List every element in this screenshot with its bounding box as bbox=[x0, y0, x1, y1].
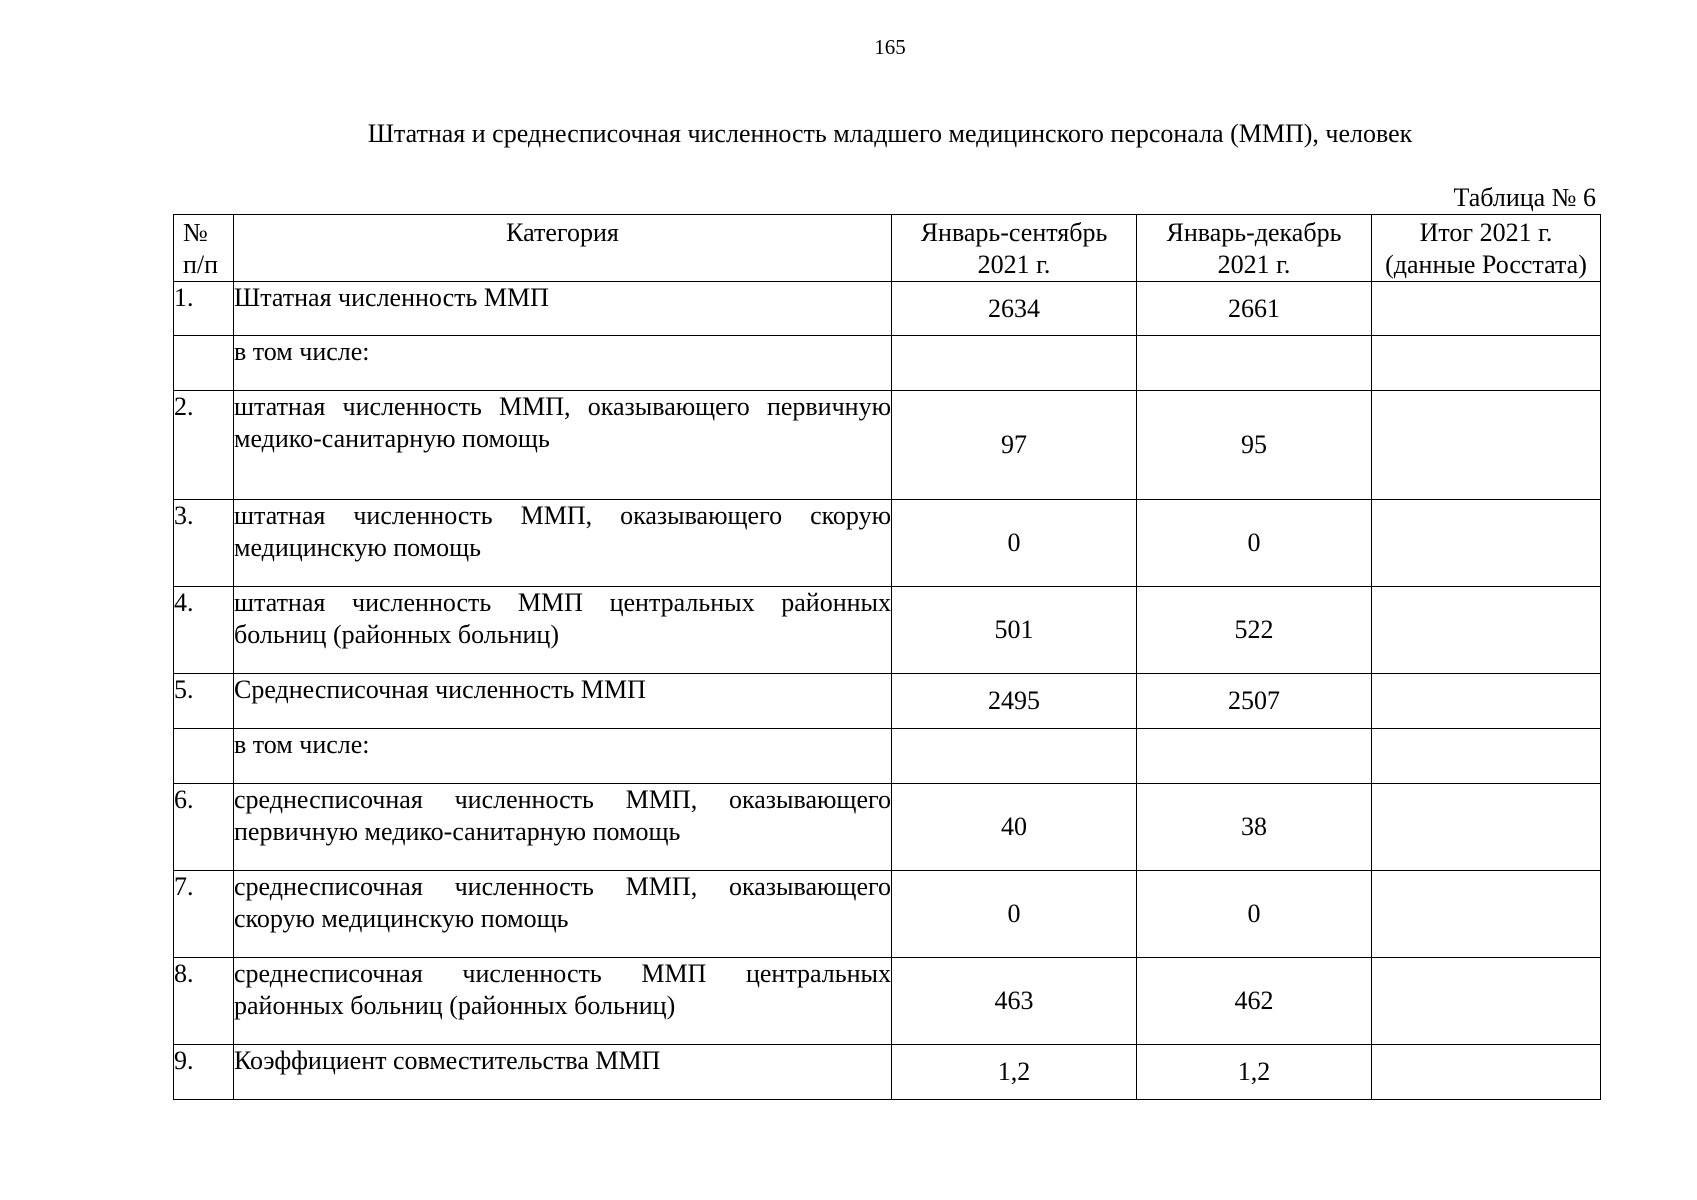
value-jan-dec: 0 bbox=[1137, 500, 1372, 587]
value-jan-sep bbox=[892, 729, 1137, 784]
value-total bbox=[1372, 391, 1601, 500]
table-row bbox=[174, 336, 1601, 391]
staff-table bbox=[173, 214, 1601, 1100]
value-total bbox=[1372, 500, 1601, 587]
row-category: Коэффициент совместительства ММП bbox=[234, 1045, 892, 1100]
table-row bbox=[174, 1045, 1601, 1100]
table-row bbox=[174, 282, 1601, 336]
value-jan-dec bbox=[1137, 729, 1372, 784]
table-row bbox=[174, 674, 1601, 729]
value-jan-sep: 40 bbox=[892, 784, 1137, 871]
value-jan-sep bbox=[892, 336, 1137, 391]
value-jan-sep: 0 bbox=[892, 500, 1137, 587]
value-jan-sep: 2634 bbox=[892, 282, 1137, 336]
table-header-row bbox=[174, 215, 1601, 282]
value-jan-sep: 501 bbox=[892, 587, 1137, 674]
row-number: 8. bbox=[174, 958, 234, 1045]
value-total bbox=[1372, 784, 1601, 871]
value-jan-dec bbox=[1137, 336, 1372, 391]
table-row bbox=[174, 958, 1601, 1045]
value-jan-dec: 0 bbox=[1137, 871, 1372, 958]
row-number: 1. bbox=[174, 282, 234, 336]
row-number: 9. bbox=[174, 1045, 234, 1100]
row-number: 4. bbox=[174, 587, 234, 674]
header-jan-sep bbox=[892, 215, 1137, 282]
header-total bbox=[1372, 215, 1601, 282]
header-total-line2: (данные Росстата) bbox=[1385, 250, 1587, 279]
value-jan-sep: 2495 bbox=[892, 674, 1137, 729]
header-category bbox=[234, 215, 892, 282]
value-total bbox=[1372, 674, 1601, 729]
header-jan-sep-line2: 2021 г. bbox=[977, 250, 1051, 279]
row-number: 6. bbox=[174, 784, 234, 871]
page-number: 165 bbox=[874, 35, 906, 59]
header-num-line1: № bbox=[183, 218, 208, 247]
table-caption: Таблица № 6 bbox=[1453, 183, 1596, 212]
row-category: среднесписочная численность ММП, оказывающего скорую медицинскую помощь bbox=[234, 871, 892, 958]
row-category: Среднесписочная численность ММП bbox=[234, 674, 892, 729]
table-row bbox=[174, 784, 1601, 871]
row-category: в том числе: bbox=[234, 729, 892, 784]
row-category: штатная численность ММП, оказывающего первичную медико-санитарную помощь bbox=[234, 391, 892, 500]
value-jan-dec: 95 bbox=[1137, 391, 1372, 500]
row-category: штатная численность ММП центральных районных больниц (районных больниц) bbox=[234, 587, 892, 674]
table-row bbox=[174, 391, 1601, 500]
value-jan-sep: 1,2 bbox=[892, 1045, 1137, 1100]
value-jan-sep: 0 bbox=[892, 871, 1137, 958]
row-number: 3. bbox=[174, 500, 234, 587]
table-row bbox=[174, 587, 1601, 674]
value-jan-dec: 1,2 bbox=[1137, 1045, 1372, 1100]
row-number: 7. bbox=[174, 871, 234, 958]
row-category: штатная численность ММП, оказывающего скорую медицинскую помощь bbox=[234, 500, 892, 587]
header-total-line1: Итог 2021 г. bbox=[1419, 218, 1553, 247]
value-jan-dec: 522 bbox=[1137, 587, 1372, 674]
value-total bbox=[1372, 336, 1601, 391]
row-number bbox=[174, 729, 234, 784]
row-category: среднесписочная численность ММП, оказывающего первичную медико-санитарную помощь bbox=[234, 784, 892, 871]
table-row bbox=[174, 729, 1601, 784]
header-jan-dec-line1: Январь-декабрь bbox=[1166, 218, 1342, 247]
value-jan-dec: 2507 bbox=[1137, 674, 1372, 729]
row-category: среднесписочная численность ММП центральных районных больниц (районных больниц) bbox=[234, 958, 892, 1045]
value-jan-dec: 462 bbox=[1137, 958, 1372, 1045]
value-total bbox=[1372, 729, 1601, 784]
header-num bbox=[174, 215, 234, 282]
table-row bbox=[174, 500, 1601, 587]
header-category-label: Категория bbox=[506, 218, 619, 247]
value-jan-sep: 463 bbox=[892, 958, 1137, 1045]
value-jan-sep: 97 bbox=[892, 391, 1137, 500]
row-number bbox=[174, 336, 234, 391]
value-total bbox=[1372, 871, 1601, 958]
value-total bbox=[1372, 587, 1601, 674]
row-number: 2. bbox=[174, 391, 234, 500]
value-total bbox=[1372, 958, 1601, 1045]
value-total bbox=[1372, 282, 1601, 336]
value-jan-dec: 2661 bbox=[1137, 282, 1372, 336]
header-num-line2: п/п bbox=[183, 250, 219, 279]
row-category: в том числе: bbox=[234, 336, 892, 391]
header-jan-sep-line1: Январь-сентябрь bbox=[920, 218, 1108, 247]
row-category: Штатная численность ММП bbox=[234, 282, 892, 336]
value-total bbox=[1372, 1045, 1601, 1100]
value-jan-dec: 38 bbox=[1137, 784, 1372, 871]
row-number: 5. bbox=[174, 674, 234, 729]
table-row bbox=[174, 871, 1601, 958]
header-jan-dec bbox=[1137, 215, 1372, 282]
document-title: Штатная и среднесписочная численность младшего медицинского персонала (ММП), человек bbox=[367, 119, 1413, 148]
header-jan-dec-line2: 2021 г. bbox=[1217, 250, 1291, 279]
